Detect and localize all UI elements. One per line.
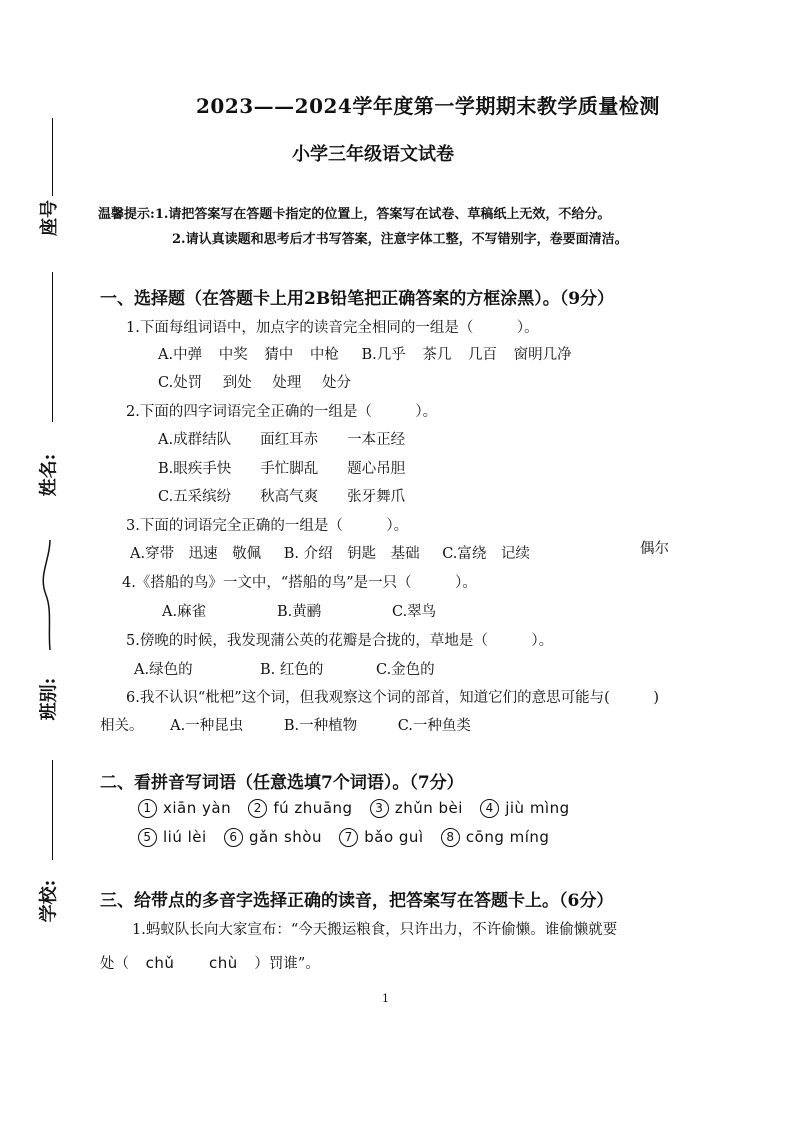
binding-line-3 [52, 760, 53, 860]
pinyin-item-3 [370, 799, 463, 818]
circle-number: 2 [248, 799, 267, 818]
q4-option-b: B.黄鹂 [277, 604, 322, 620]
binding-curve [36, 540, 66, 650]
q6-option-a: A.一种昆虫 [170, 718, 244, 734]
q6-option-b: B.一种植物 [283, 718, 358, 734]
q4-stem: 4.《搭船的鸟》一文中，“搭船的鸟”是一只（ ）。 [122, 575, 477, 591]
circle-number: 3 [370, 799, 389, 818]
s3-q1-option-1: chǔ [145, 954, 175, 972]
q1-b-word-1: 几乎 [376, 347, 406, 363]
q2-option-a: A.成群结队 面红耳赤 一本正经 [158, 432, 406, 448]
section1-heading: 一、选择题（在答题卡上用2B铅笔把正确答案的方框涂黑）。（9分） [100, 289, 615, 309]
q1-options-ab [158, 343, 572, 364]
pinyin-text: liú lèi [163, 828, 207, 846]
pinyin-item-5 [138, 828, 207, 847]
s3-q1-pre: 处（ [100, 956, 129, 972]
page-number: 1 [382, 992, 389, 1005]
exam-title: 2023——2024学年度第一学期期末教学质量检测 [196, 94, 660, 118]
tips-text-1: 1.请把答案写在答题卡指定的位置上，答案写在试卷、草稿纸上无效，不给分。 [154, 207, 611, 222]
tips-line-2: 2.请认真读题和思考后才书写答案，注意字体工整，不写错别字，卷要面清洁。 [172, 232, 628, 247]
circle-number: 5 [138, 828, 157, 847]
q2-option-b: B.眼疾手快 手忙脚乱 题心吊胆 [158, 461, 406, 477]
q1-a-word-3: 猜中 [264, 347, 294, 363]
binding-line-top [52, 118, 53, 196]
q3-option-a: A.穿带 迅速 敬佩 [130, 546, 262, 562]
q1-options-c [158, 371, 351, 392]
q4-option-a: A.麻雀 [162, 604, 207, 620]
q6-line2 [100, 714, 471, 735]
circle-number: 8 [441, 828, 460, 847]
pinyin-text: xiān yàn [163, 799, 232, 817]
circle-number: 6 [224, 828, 243, 847]
q1-b-word-4: 窗明几净 [513, 347, 572, 363]
q6-line2-text: 相关。 [100, 718, 144, 734]
pinyin-item-4 [480, 799, 569, 818]
q1-stem: 1.下面每组词语中，加点字的读音完全相同的一组是（ ）。 [126, 320, 539, 336]
q1-c-word-2: 到处 [222, 375, 252, 391]
q6-stem: 6.我不认识“枇杷”这个词，但我观察这个词的部首，知道它们的意思可能与( ) [126, 690, 659, 706]
school-label: 学校: [38, 879, 60, 923]
s3-q1-post: ）罚谁”。 [254, 956, 320, 972]
q3-option-c: C.富绕 记续 [442, 546, 530, 562]
pinyin-item-8 [441, 828, 550, 847]
q1-a-word-2: 中奖 [218, 347, 248, 363]
pinyin-item-7 [339, 828, 423, 847]
q1-c-word-1: 处罚 [173, 375, 203, 391]
q3-option-b: B. 介绍 钥匙 基础 [283, 546, 420, 562]
pinyin-row-2 [138, 828, 561, 847]
q3-option-c-extra: 偶尔 [640, 541, 669, 557]
name-label: 姓名: [38, 453, 60, 497]
pinyin-text: fú zhuāng [273, 799, 353, 817]
s3-q1-line2 [100, 952, 320, 973]
q5-option-b: B. 红色的 [260, 662, 324, 678]
section2-heading: 二、看拼音写词语（任意选填7个词语）。（7分） [100, 773, 464, 793]
s3-q1-line1: 1.蚂蚁队长向大家宣布：“今天搬运粮食，只许出力，不许偷懒。谁偷懒就要 [132, 922, 618, 938]
q1-b-word-2: 茶几 [422, 347, 452, 363]
pinyin-text: zhǔn bèi [394, 799, 463, 817]
q1-b-label: B. [361, 347, 377, 363]
circle-number: 1 [138, 799, 157, 818]
seat-label: 座号 [39, 200, 60, 236]
circle-number: 4 [480, 799, 499, 818]
s3-q1-option-2: chù [208, 954, 238, 972]
pinyin-text: jiù mìng [505, 799, 570, 817]
pinyin-item-2 [248, 799, 352, 818]
pinyin-text: bǎo guì [364, 828, 424, 846]
circle-number: 7 [339, 828, 358, 847]
pinyin-item-1 [138, 799, 231, 818]
q1-c-word-3: 处理 [272, 375, 302, 391]
q4-option-c: C.翠鸟 [392, 604, 437, 620]
section3-heading: 三、给带点的多音字选择正确的读音，把答案写在答题卡上。（6分） [100, 891, 614, 911]
q5-option-c: C.金色的 [376, 662, 435, 678]
q5-stem: 5.傍晚的时候，我发现蒲公英的花瓣是合拢的，草地是（ ）。 [126, 633, 554, 649]
q1-a-word-4: 中枪 [309, 347, 339, 363]
q1-c-label: C. [158, 375, 174, 391]
pinyin-item-6 [224, 828, 322, 847]
exam-subtitle: 小学三年级语文试卷 [292, 144, 454, 165]
q1-c-word-4: 处分 [322, 375, 352, 391]
q3-stem: 3.下面的词语完全正确的一组是（ ）。 [126, 518, 409, 534]
q2-stem: 2.下面的四字词语完全正确的一组是（ ）。 [126, 404, 438, 420]
pinyin-text: cōng míng [465, 828, 550, 846]
q1-a-label: A. [158, 347, 174, 363]
q5-option-a: A.绿色的 [134, 662, 193, 678]
pinyin-row-1 [138, 799, 582, 818]
q2-option-c: C.五采缤纷 秋高气爽 张牙舞爪 [158, 489, 406, 505]
tips-label: 温馨提示: [98, 207, 155, 222]
tips-line-1 [98, 203, 610, 222]
q6-option-c: C.一种鱼类 [397, 718, 471, 734]
q3-options [130, 542, 530, 563]
q1-b-word-3: 几百 [468, 347, 498, 363]
q1-a-word-1: 中弹 [173, 347, 203, 363]
pinyin-text: gǎn shòu [248, 828, 322, 846]
binding-line-2 [52, 272, 53, 422]
class-label: 班别: [38, 677, 60, 721]
